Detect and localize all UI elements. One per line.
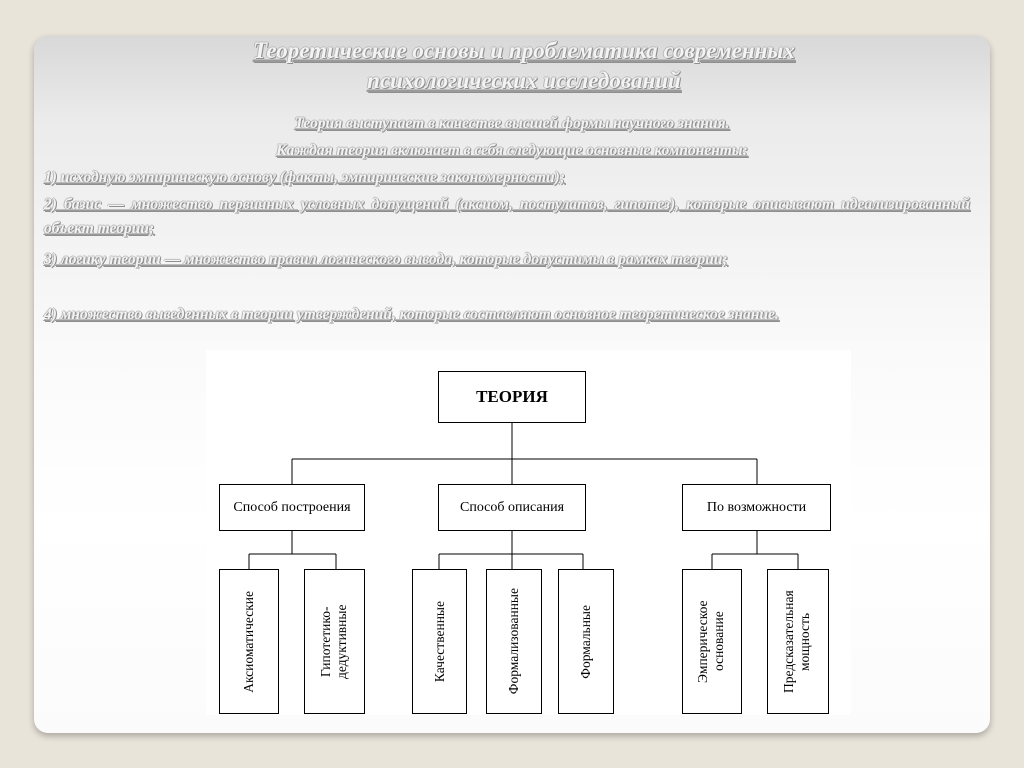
slide-title-line-1: Теоретические основы и проблематика современных xyxy=(253,38,795,63)
leaf-box-formalized xyxy=(486,569,542,714)
component-4: 4) множество выведенных в теории утверждений, которые составляют основное теоретическое знание. xyxy=(44,306,779,323)
slide xyxy=(34,36,990,733)
leaf-label: Гипотетико-дедуктивные xyxy=(317,604,349,679)
leaf-box-hypothetico-deductive xyxy=(304,569,365,714)
intro-line-1: Теория выступает в качестве высшей формы научного знания. xyxy=(294,115,730,132)
group-box-description: Способ описания xyxy=(438,484,586,531)
theory-root-box: ТЕОРИЯ xyxy=(438,371,586,423)
intro-line-2: Каждая теория включает в себя следующие основные компоненты: xyxy=(276,142,748,159)
leaf-box-empirical-basis xyxy=(682,569,742,714)
leaf-label: Формализованные xyxy=(506,588,521,695)
group-box-construction: Способ построения xyxy=(219,484,365,531)
leaf-box-axiomatic xyxy=(219,569,279,714)
leaf-box-qualitative xyxy=(412,569,467,714)
component-1: 1) исходную эмпирическую основу (факты, эмпирические закономерности); xyxy=(44,169,565,186)
component-3: 3) логику теории — множество правил логического вывода, которые допустимы в рамках теории; xyxy=(44,251,728,268)
leaf-label: Формальные xyxy=(578,604,593,679)
leaf-label: Предсказательная мощность xyxy=(781,590,812,693)
group-box-capability: По возможности xyxy=(682,484,831,531)
slide-title xyxy=(154,36,894,96)
theory-classification-diagram xyxy=(206,350,851,715)
leaf-label: Качественные xyxy=(431,600,447,683)
leaf-box-formal xyxy=(558,569,614,714)
leaf-label: Аксиоматические xyxy=(241,590,256,693)
leaf-label: Эмперическое основание xyxy=(695,600,726,683)
leaf-box-predictive-power xyxy=(767,569,829,714)
component-2: 2) базис — множество первичных условных допущений (аксиом, постулатов, гипотез), которые описывают идеализированный объект теории; xyxy=(44,196,970,237)
slide-title-line-2: психологических исследований xyxy=(367,68,681,93)
